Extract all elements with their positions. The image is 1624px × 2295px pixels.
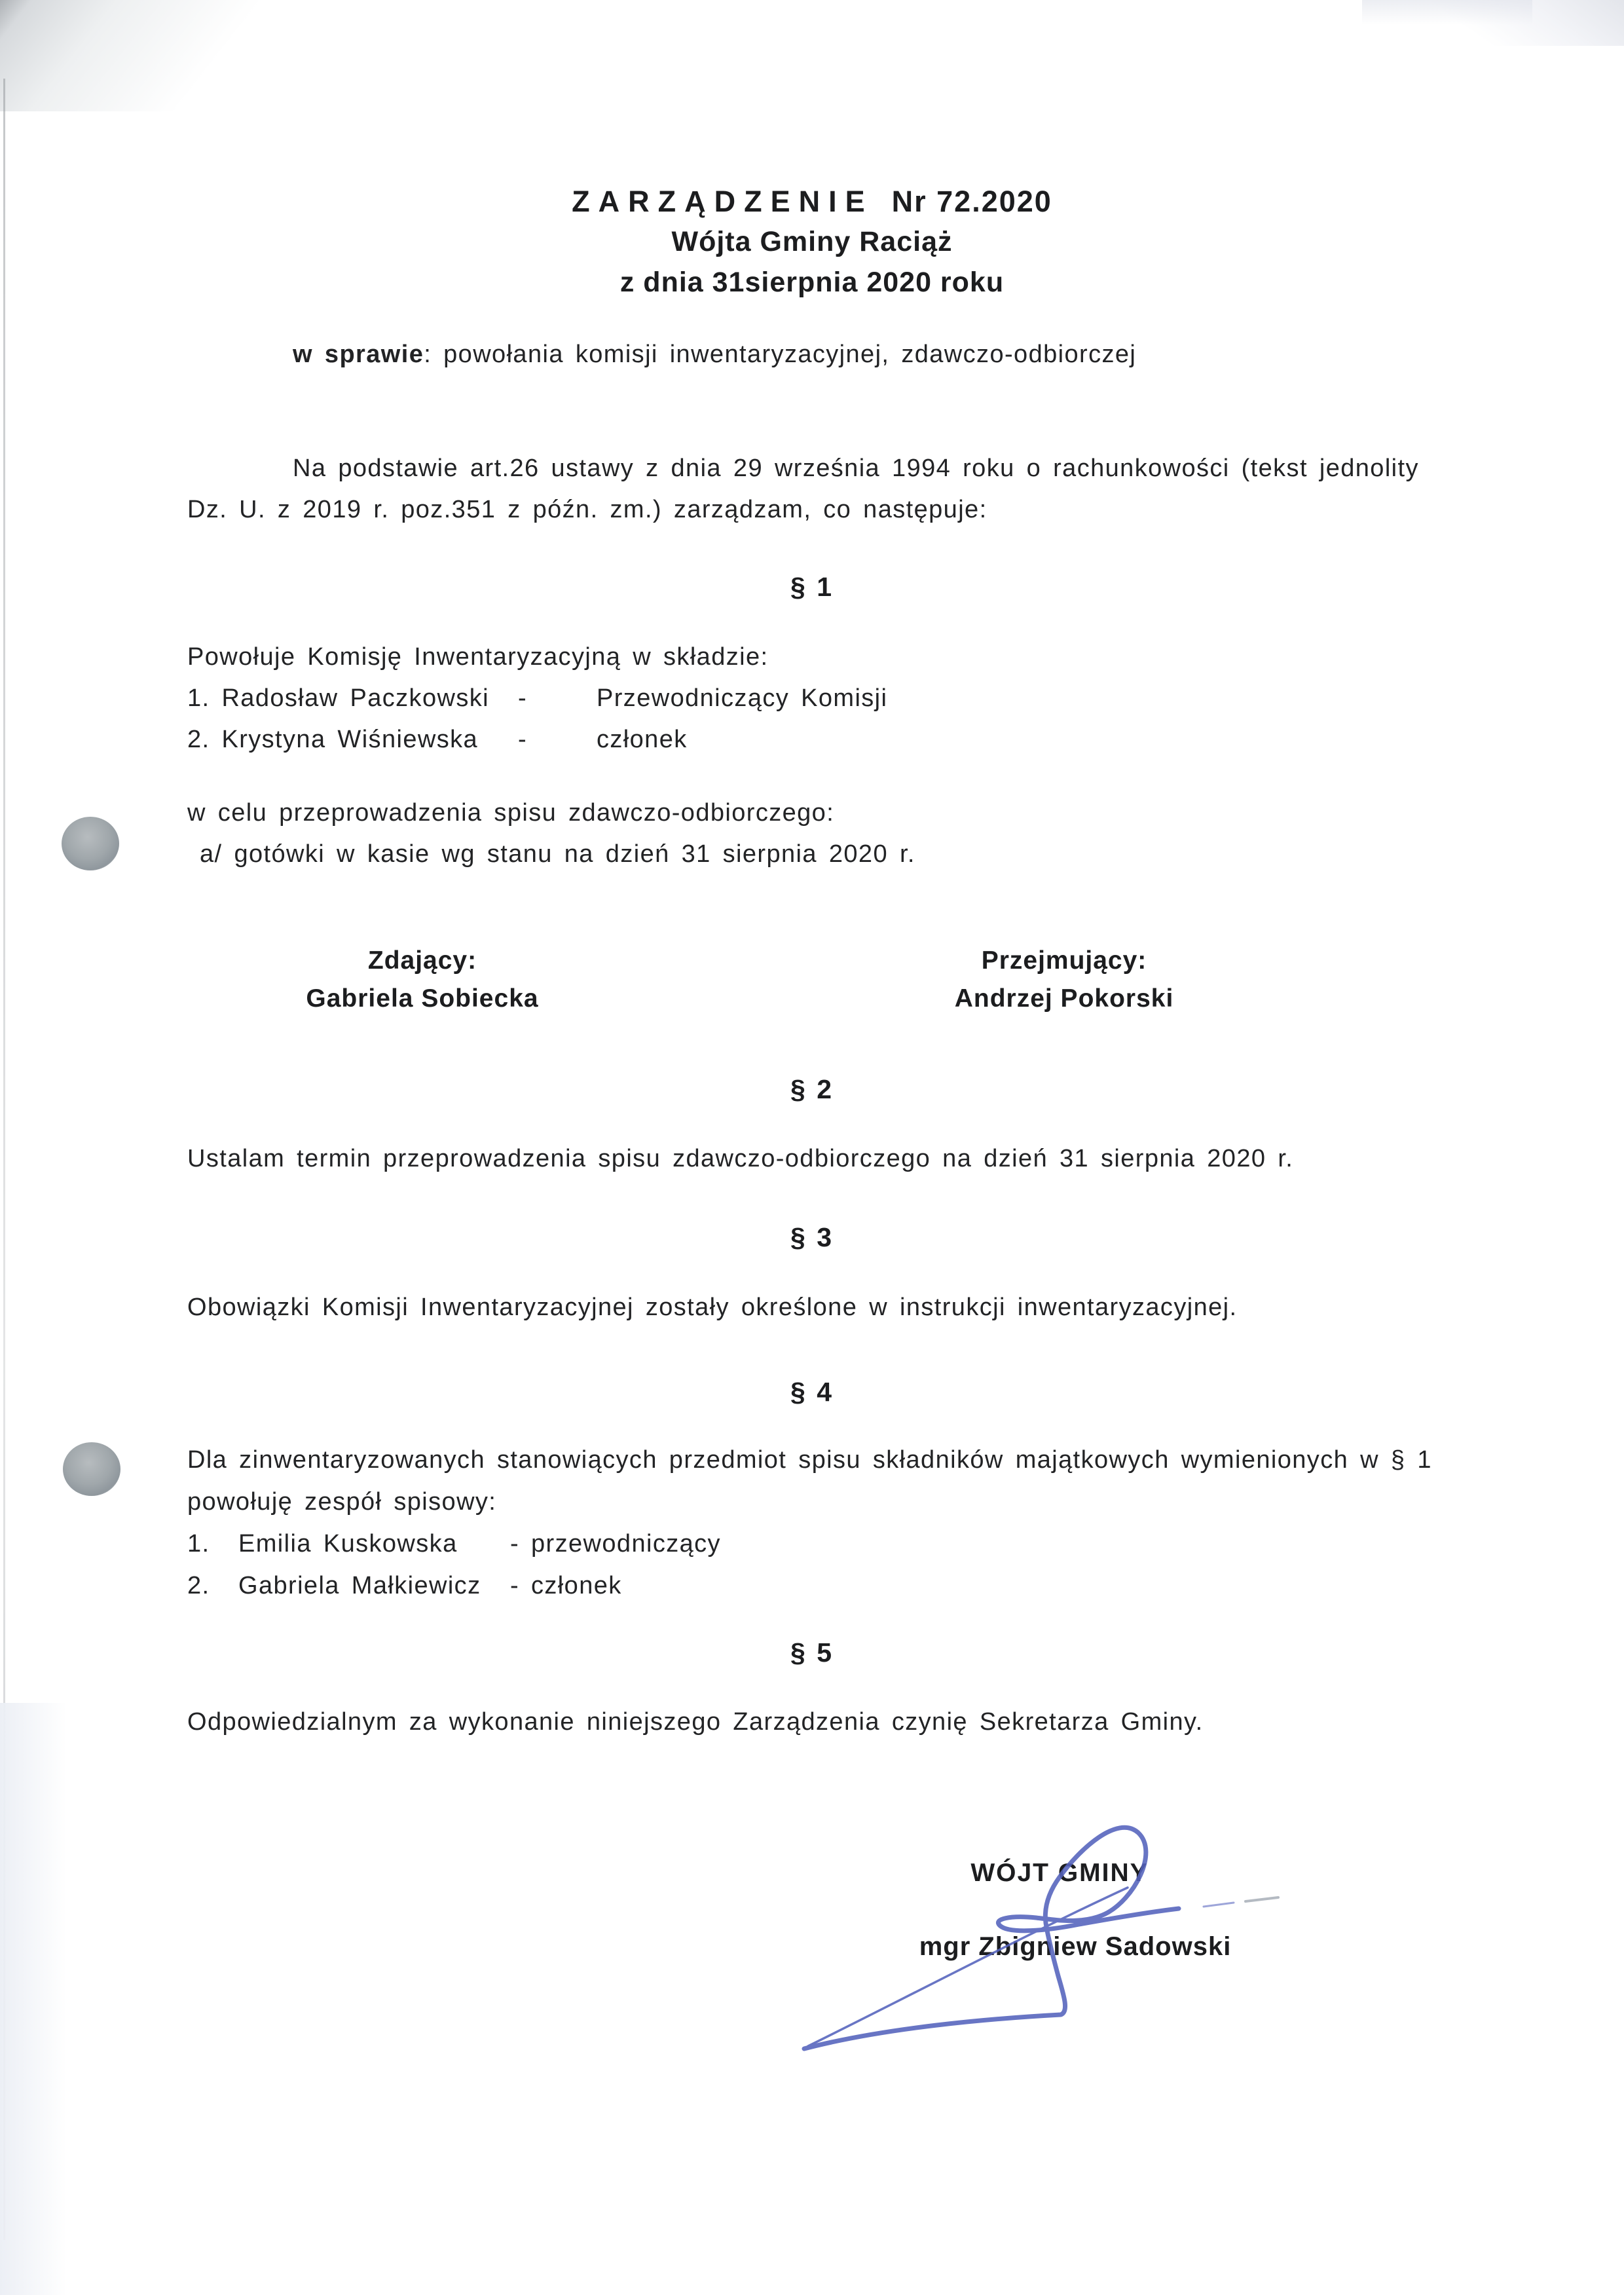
inventory-team-row: [187, 1572, 1170, 1600]
handover-party-receiving: [868, 946, 1261, 1013]
team-member-role: - członek: [510, 1572, 622, 1599]
team-member-number: 1.: [187, 1530, 210, 1558]
subject-line: [293, 341, 1136, 369]
member-dash: -: [518, 726, 528, 753]
hole-punch-mark: [63, 1442, 120, 1496]
section-1-heading: § 1: [790, 572, 834, 602]
section-2-text: Ustalam termin przeprowadzenia spisu zdawczo-odbiorczego na dzień 31 sierpnia 2020 r.: [187, 1145, 1294, 1172]
handover-person-name: Gabriela Sobiecka: [306, 984, 539, 1013]
section-5-text: Odpowiedzialnym za wykonanie niniejszego Zarządzenia czynię Sekretarza Gminy.: [187, 1708, 1204, 1736]
handover-role-title: Przejmujący:: [981, 946, 1147, 975]
member-name: 1. Radosław Paczkowski: [187, 684, 489, 712]
document-date-line: z dnia 31sierpnia 2020 roku: [619, 267, 1005, 298]
section-4-line-2: powołuję zespół spisowy:: [187, 1488, 497, 1516]
purpose-line-1: w celu przeprowadzenia spisu zdawczo-odbiorczego:: [187, 799, 835, 827]
committee-member-row: [187, 684, 1235, 713]
scan-edge-tint-bottom-left: [0, 1703, 79, 2295]
inventory-team-row: [187, 1530, 1170, 1558]
team-member-name: Gabriela Małkiewicz: [238, 1572, 481, 1599]
scan-corner-shadow-top-right: [1414, 0, 1624, 46]
scan-edge-left: [3, 79, 5, 2240]
subject-label: w sprawie: [293, 341, 424, 368]
team-member-number: 2.: [187, 1572, 210, 1599]
purpose-line-2: a/ gotówki w kasie wg stanu na dzień 31 sierpnia 2020 r.: [200, 840, 915, 868]
document-title-number: Nr 72.2020: [891, 185, 1052, 218]
section-3-text: Obowiązki Komisji Inwentaryzacyjnej zostały określone w instrukcji inwentaryzacyjnej.: [187, 1294, 1238, 1321]
member-name: 2. Krystyna Wiśniewska: [187, 726, 479, 753]
scan-corner-shadow-top-left: [0, 0, 367, 111]
team-member-name: Emilia Kuskowska: [238, 1530, 458, 1558]
legal-basis-line-1: Na podstawie art.26 ustawy z dnia 29 września 1994 roku o rachunkowości (tekst jednolity: [293, 455, 1419, 482]
document-title: [0, 185, 1624, 219]
hole-punch-mark: [62, 817, 119, 870]
handover-role-title: Zdający:: [367, 946, 477, 975]
scan-dash-artifact: [1246, 1897, 1278, 1901]
signature-office-title: WÓJT GMINY: [970, 1859, 1149, 1887]
document-issuer: Wójta Gminy Raciąż: [671, 226, 953, 257]
handwritten-signature: [753, 1795, 1375, 2135]
legal-basis-line-2: Dz. U. z 2019 r. poz.351 z późn. zm.) zarządzam, co następuje:: [187, 496, 987, 523]
section-5-heading: § 5: [790, 1637, 834, 1668]
subject-text: : powołania komisji inwentaryzacyjnej, zdawczo-odbiorczej: [424, 341, 1137, 368]
member-role: członek: [597, 726, 688, 753]
scan-smudge-top: [1362, 0, 1532, 28]
section-3-heading: § 3: [790, 1222, 834, 1252]
handover-person-name: Andrzej Pokorski: [954, 984, 1174, 1013]
committee-member-row: [187, 726, 1235, 754]
team-member-role: - przewodniczący: [510, 1530, 721, 1558]
member-role: Przewodniczący Komisji: [597, 684, 888, 712]
document-title-word: ZARZĄDZENIE: [572, 185, 874, 218]
section-4-line-1: Dla zinwentaryzowanych stanowiących przedmiot spisu składników majątkowych wymienionych w § 1: [187, 1446, 1432, 1474]
section-4-heading: § 4: [790, 1377, 834, 1407]
section-1-intro: Powołuje Komisję Inwentaryzacyjną w składzie:: [187, 643, 769, 671]
handover-party-releasing: [226, 946, 619, 1013]
member-dash: -: [518, 684, 528, 712]
section-2-heading: § 2: [790, 1074, 834, 1104]
signature-printed-name: mgr Zbigniew Sadowski: [919, 1932, 1232, 1961]
